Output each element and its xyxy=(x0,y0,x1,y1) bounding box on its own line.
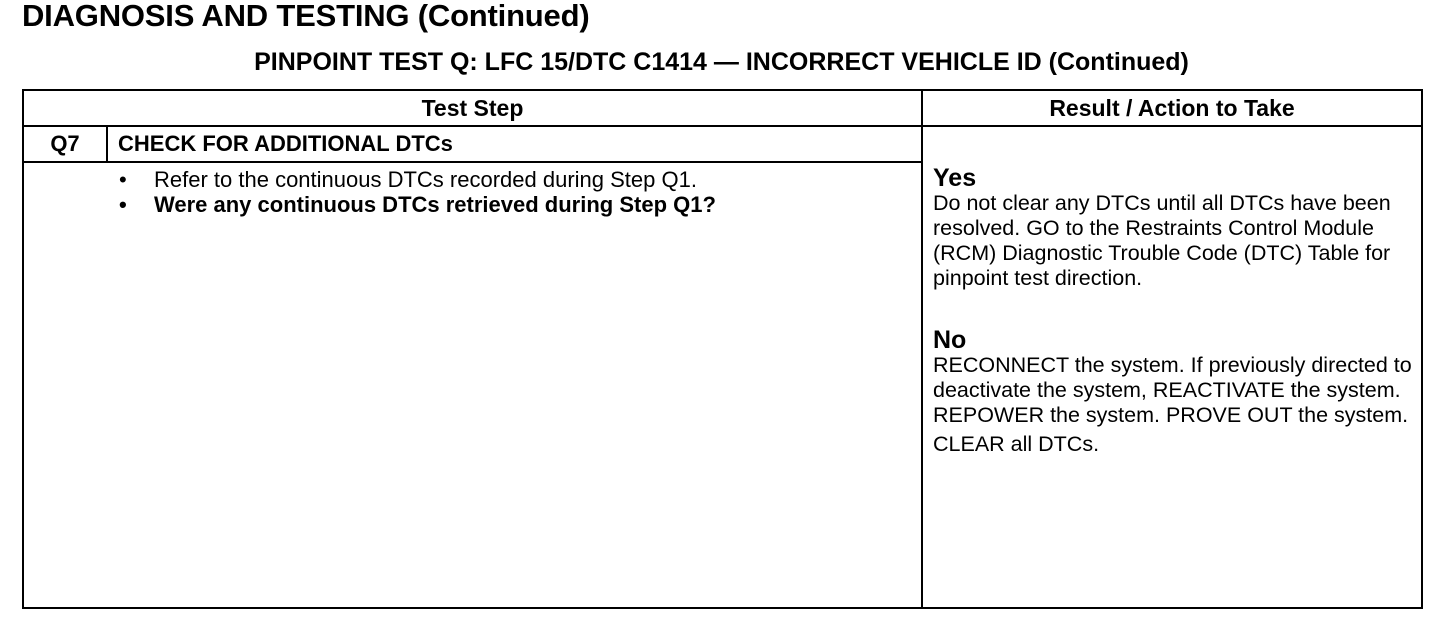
instruction-item xyxy=(116,167,716,192)
header-result-action: Result / Action to Take xyxy=(1049,95,1295,121)
result-no-label: No xyxy=(933,326,967,354)
result-yes xyxy=(933,165,1421,291)
step-title-divider xyxy=(24,161,921,163)
result-yes-label: Yes xyxy=(933,164,977,192)
pinpoint-test-title: PINPOINT TEST Q: LFC 15/DTC C1414 — INCORRECT VEHICLE ID (Continued) xyxy=(254,48,1189,76)
instruction-text: Refer to the continuous DTCs recorded during Step Q1. xyxy=(154,167,697,192)
result-no-text-clear: CLEAR all DTCs. xyxy=(933,432,1100,456)
bullet-icon: • xyxy=(119,192,127,217)
result-no-text: RECONNECT the system. If previously directed to deactivate the system, REACTIVATE the system. REPOWER the system. PROVE OUT the system. xyxy=(933,353,1412,427)
instruction-question xyxy=(116,192,716,217)
result-yes-text: Do not clear any DTCs until all DTCs have been resolved. GO to the Restraints Control Module (RCM) Diagnostic Trouble Code (DTC) Table for pinpoint test direction. xyxy=(933,191,1391,290)
step-instructions xyxy=(116,167,716,217)
section-title: DIAGNOSIS AND TESTING (Continued) xyxy=(22,0,590,33)
bullet-icon: • xyxy=(119,167,127,192)
pinpoint-test-table xyxy=(22,89,1423,609)
result-no xyxy=(933,327,1421,457)
instruction-text: Were any continuous DTCs retrieved during Step Q1? xyxy=(154,192,716,217)
step-id-divider xyxy=(106,127,108,161)
header-test-step: Test Step xyxy=(421,95,524,121)
step-title: CHECK FOR ADDITIONAL DTCs xyxy=(118,131,453,156)
column-divider xyxy=(921,91,923,607)
step-id: Q7 xyxy=(50,131,80,156)
